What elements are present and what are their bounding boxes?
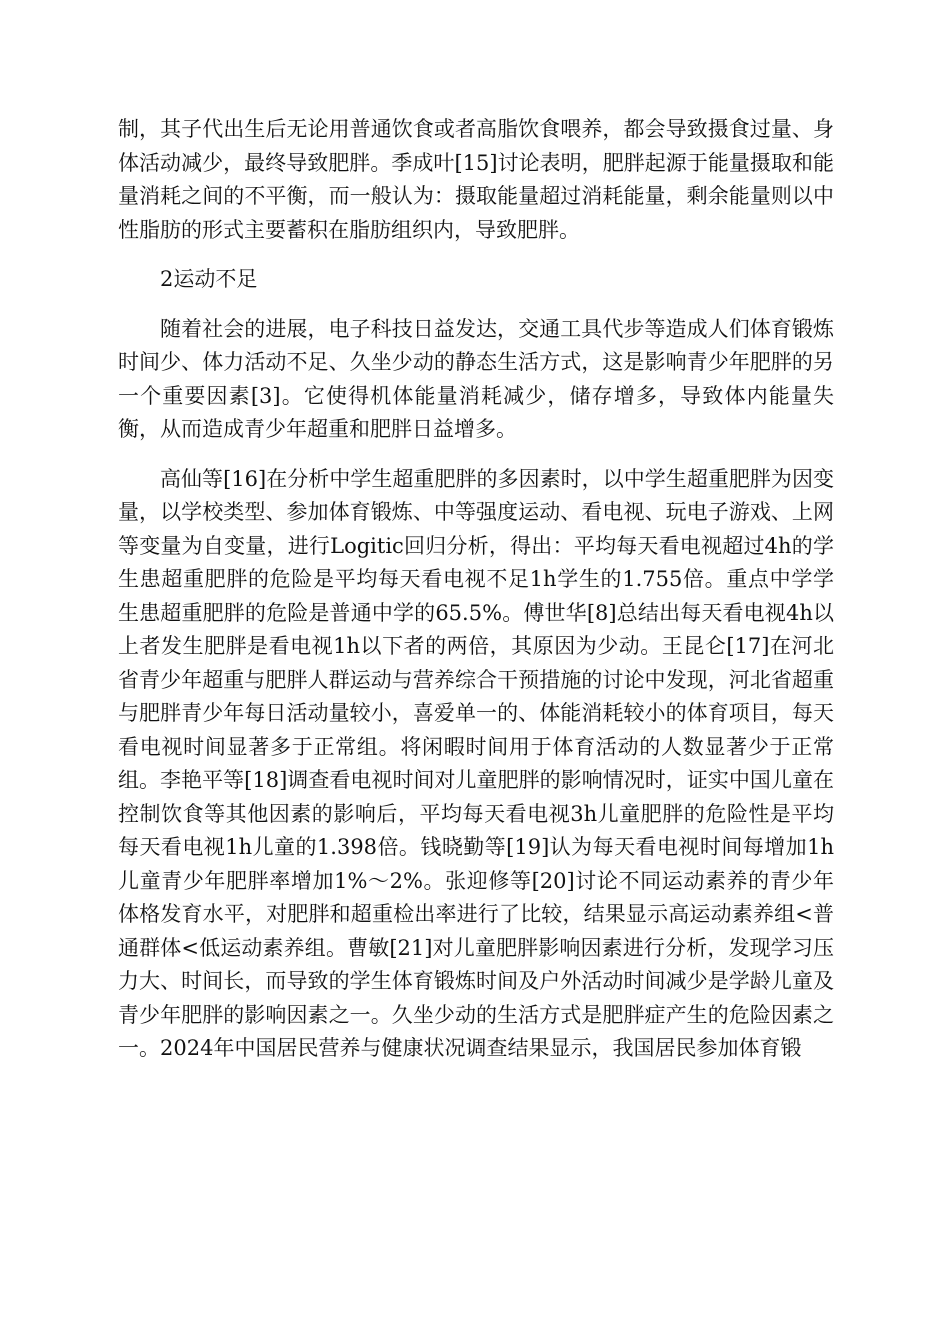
section-heading: 2运动不足 [160,267,258,291]
paragraph-studies: 高仙等[16]在分析中学生超重肥胖的多因素时，以中学生超重肥胖为因变量，以学校类型、参加体育锻炼、中等强度运动、看电视、玩电子游戏、上网等变量为自变量，进行Logitic回归分析，得出：平均每天看电视超过4h的学生患超重肥胖的危险是平均每天看电视不足1h学生的1.755倍。重点中学学生患超重肥胖的危险是普通中学的65.5%。傅世华[8]总结出每天看电视4h以上者发生肥胖是看电视1h以下者的两倍，其原因为少动。王昆仑[17]在河北省青少年超重与肥胖人群运动与营养综合干预措施的讨论中发现，河北省超重与肥胖青少年每日活动量较小，喜爱单一的、体能消耗较小的体育项目，每天看电视时间显著多于正常组。将闲暇时间用于体育活动的人数显著少于正常组。李艳平等[18]调查看电视时间对儿童肥胖的影响情况时，证实中国儿童在控制饮食等其他因素的影响后，平均每天看电视3h儿童肥胖的危险性是平均每天看电视1h儿童的1.398倍。钱晓勤等[19]认为每天看电视时间每增加1h儿童青少年肥胖率增加1%～2%。张迎修等[20]讨论不同运动素养的青少年体格发育水平，对肥胖和超重检出率进行了比较，结果显示高运动素养组<普通群体<低运动素养组。曹敏[21]对儿童肥胖影响因素进行分析，发现学习压力大、时间长，而导致的学生体育锻炼时间及户外活动时间减少是学龄儿童及青少年肥胖的影响因素之一。久坐少动的生活方式是肥胖症产生的危险因素之一。2024年中国居民营养与健康状况调查结果显示，我国居民参加体育锻 [118,466,834,1060]
document-page [118,113,834,1082]
paragraph-lifestyle: 随着社会的进展，电子科技日益发达，交通工具代步等造成人们体育锻炼时间少、体力活动不足、久坐少动的静态生活方式，这是影响青少年肥胖的另一个重要因素[3]。它使得机体能量消耗减少，储存增多，导致体内能量失衡，从而造成青少年超重和肥胖日益增多。 [118,316,834,441]
paragraph-continued: 制，其子代出生后无论用普通饮食或者高脂饮食喂养，都会导致摄食过量、身体活动减少，最终导致肥胖。季成叶[15]讨论表明，肥胖起源于能量摄取和能量消耗之间的不平衡，而一般认为：摄取能量超过消耗能量，剩余能量则以中性脂肪的形式主要蓄积在脂肪组织内，导致肥胖。 [118,117,834,242]
